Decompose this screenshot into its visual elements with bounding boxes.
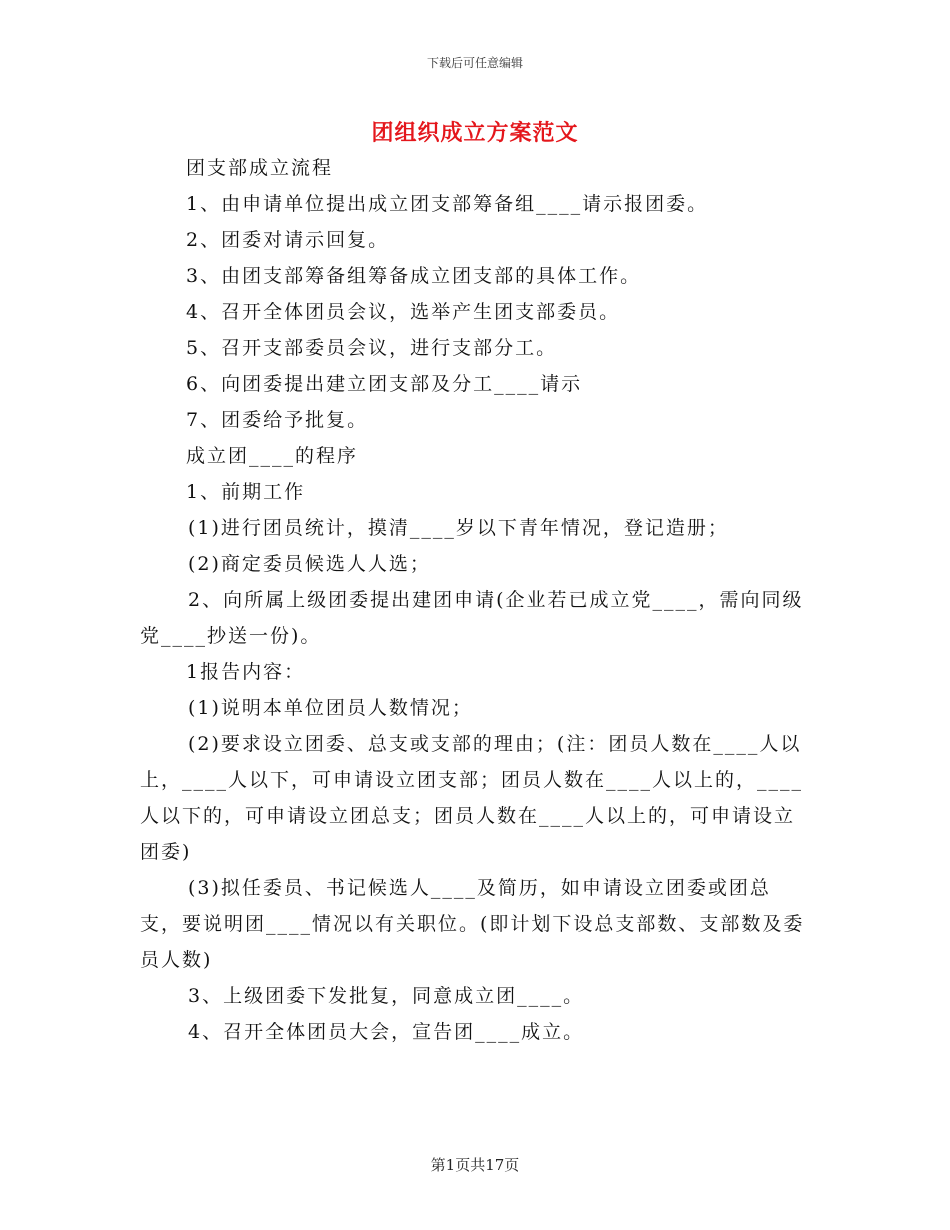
page-number: 第1页共17页: [430, 1156, 520, 1174]
paragraph-step-7: 7、团委给予批复。: [186, 409, 369, 431]
paragraph-section-heading: 团支部成立流程: [186, 157, 334, 179]
paragraph-report-content: 1报告内容：: [186, 661, 306, 683]
header-note: 下载后可任意编辑: [426, 56, 523, 70]
paragraph-step-2: 2、团委对请示回复。: [186, 229, 390, 251]
paragraph-item-2: (2)商定委员候选人人选；: [188, 553, 431, 575]
paragraph-announcement: 4、召开全体团员大会，宣告团____成立。: [188, 1021, 585, 1043]
paragraph-step-6: 6、向团委提出建立团支部及分工____请示: [186, 373, 583, 395]
paragraph-step-3: 3、由团支部筹备组筹备成立团支部的具体工作。: [186, 265, 642, 287]
paragraph-procedure-heading: 成立团____的程序: [186, 445, 359, 467]
paragraph-step-4: 4、召开全体团员会议，选举产生团支部委员。: [186, 301, 621, 323]
paragraph-approval: 3、上级团委下发批复，同意成立团____。: [188, 985, 585, 1007]
paragraph-step-5: 5、召开支部委员会议，进行支部分工。: [186, 337, 558, 359]
paragraph-step-1: 1、由申请单位提出成立团支部筹备组____请示报团委。: [186, 193, 709, 215]
paragraph-preliminary-work: 1、前期工作: [186, 481, 306, 503]
paragraph-report-item-2: (2)要求设立团委、总支或支部的理由；(注：团员人数在____人以上，____人以下，可申请设立团支部；团员人数在____人以上的，____人以下的，可申请设立团总支；团员人数在____人以上的，可申请设立团委): [140, 733, 804, 863]
document-title: 团组织成立方案范文: [371, 120, 579, 146]
paragraph-application: 2、向所属上级团委提出建团申请(企业若已成立党____，需向同级党____抄送一份)。: [140, 589, 804, 647]
paragraph-report-item-3: (3)拟任委员、书记候选人____及简历，如申请设立团委或团总支，要说明团____情况以有关职位。(即计划下设总支部数、支部数及委员人数): [140, 877, 805, 971]
paragraph-report-item-1: (1)说明本单位团员人数情况；: [188, 697, 473, 719]
paragraph-item-1: (1)进行团员统计，摸清____岁以下青年情况，登记造册；: [188, 517, 729, 539]
document-body: [140, 150, 810, 1050]
